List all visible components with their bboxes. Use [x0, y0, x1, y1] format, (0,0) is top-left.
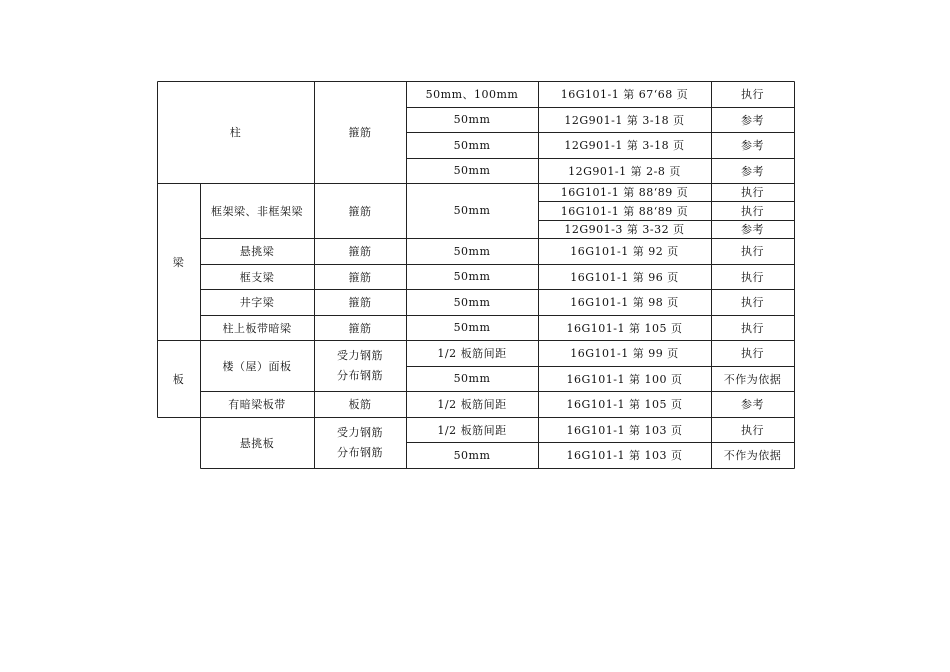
floor-slab-name: 楼（屋）面板	[222, 359, 292, 373]
cantilever-slab-status-2: 不作为依据	[723, 449, 782, 462]
category-slab: 板	[172, 372, 185, 386]
column-ref-2: 12G901-1 第 3-18 页	[564, 113, 685, 127]
column-spacing-3: 50mm	[453, 138, 491, 152]
beam-row-rebar: 箍筋	[348, 321, 372, 335]
frame-beam-ref-2: 16G101-1 第 88‘89 页	[560, 204, 689, 218]
hidden-beam-band-ref: 16G101-1 第 105 页	[566, 398, 683, 411]
rebar-line: 分布钢筋	[337, 368, 383, 382]
floor-slab-status-1: 执行	[741, 347, 764, 360]
frame-beam-status-1: 执行	[741, 186, 764, 199]
hidden-beam-band-status: 参考	[741, 398, 764, 411]
cantilever-slab-rebar	[314, 417, 406, 468]
beam-row-rebar: 箍筋	[348, 245, 372, 258]
hidden-beam-band-rebar: 板筋	[348, 398, 372, 411]
beam-row-status: 执行	[741, 270, 764, 284]
column-status-4: 参考	[741, 164, 764, 178]
hidden-beam-band-spacing: 1/2 板筋间距	[437, 398, 507, 411]
column-spacing-2: 50mm	[453, 113, 491, 126]
column-ref-1: 16G101-1 第 67‘68 页	[560, 88, 689, 101]
cantilever-slab-spacing-1: 1/2 板筋间距	[437, 423, 507, 437]
floor-slab-spacing-2: 50mm	[453, 372, 491, 385]
beam-row-ref: 16G101-1 第 105 页	[566, 321, 683, 335]
cantilever-slab-name: 悬挑板	[239, 436, 275, 450]
cantilever-slab-ref-1: 16G101-1 第 103 页	[566, 423, 683, 437]
frame-beam-status-2: 执行	[741, 204, 764, 218]
category-beam: 梁	[172, 255, 185, 269]
beam-row-spacing: 50mm	[453, 244, 491, 258]
frame-beam-rebar: 箍筋	[348, 204, 372, 218]
rebar-line: 分布钢筋	[337, 445, 383, 459]
beam-row-name: 框支梁	[239, 270, 275, 284]
column-status-3: 参考	[741, 139, 764, 152]
floor-slab-spacing-1: 1/2 板筋间距	[437, 347, 507, 360]
frame-beam-ref-3: 12G901-3 第 3-32 页	[564, 223, 685, 236]
floor-slab-ref-1: 16G101-1 第 99 页	[570, 347, 679, 360]
beam-row-ref: 16G101-1 第 92 页	[570, 245, 679, 258]
rebar-line: 受力钢筋	[337, 425, 383, 439]
beam-row-spacing: 50mm	[453, 295, 491, 309]
beam-row-name: 井字梁	[239, 296, 275, 309]
beam-row-name: 柱上板带暗梁	[222, 321, 292, 335]
beam-row-status: 执行	[741, 296, 764, 309]
frame-beam-name: 框架梁、非框架梁	[211, 204, 303, 218]
beam-row-ref: 16G101-1 第 98 页	[570, 296, 679, 309]
hidden-beam-band-name: 有暗梁板带	[228, 398, 286, 411]
beam-row-status: 执行	[741, 245, 764, 258]
beam-row-name: 悬挑梁	[239, 245, 275, 258]
floor-slab-ref-2: 16G101-1 第 100 页	[566, 372, 683, 386]
beam-row-status: 执行	[741, 321, 764, 335]
beam-row-spacing: 50mm	[453, 270, 491, 283]
column-rebar: 箍筋	[348, 126, 372, 139]
column-spacing-4: 50mm	[453, 164, 491, 177]
floor-slab-status-2: 不作为依据	[723, 372, 782, 386]
cantilever-slab-spacing-2: 50mm	[453, 448, 491, 462]
column-status-2: 参考	[741, 113, 764, 127]
cantilever-slab-ref-2: 16G101-1 第 103 页	[566, 449, 683, 462]
frame-beam-spacing: 50mm	[453, 204, 491, 217]
beam-row-spacing: 50mm	[453, 321, 491, 334]
column-status-1: 执行	[741, 88, 764, 101]
frame-beam-ref-1: 16G101-1 第 88‘89 页	[560, 186, 689, 199]
frame-beam-status-3: 参考	[741, 223, 764, 236]
category-column: 柱	[229, 126, 242, 139]
beam-row-ref: 16G101-1 第 96 页	[570, 270, 679, 284]
column-ref-3: 12G901-1 第 3-18 页	[564, 139, 685, 152]
cantilever-slab-status-1: 执行	[741, 423, 764, 437]
beam-row-rebar: 箍筋	[348, 296, 372, 309]
rebar-line: 受力钢筋	[337, 348, 383, 362]
column-spacing-1: 50mm、100mm	[425, 88, 519, 101]
beam-row-rebar: 箍筋	[348, 270, 372, 284]
floor-slab-rebar	[314, 340, 406, 391]
column-ref-4: 12G901-1 第 2-8 页	[568, 164, 681, 178]
